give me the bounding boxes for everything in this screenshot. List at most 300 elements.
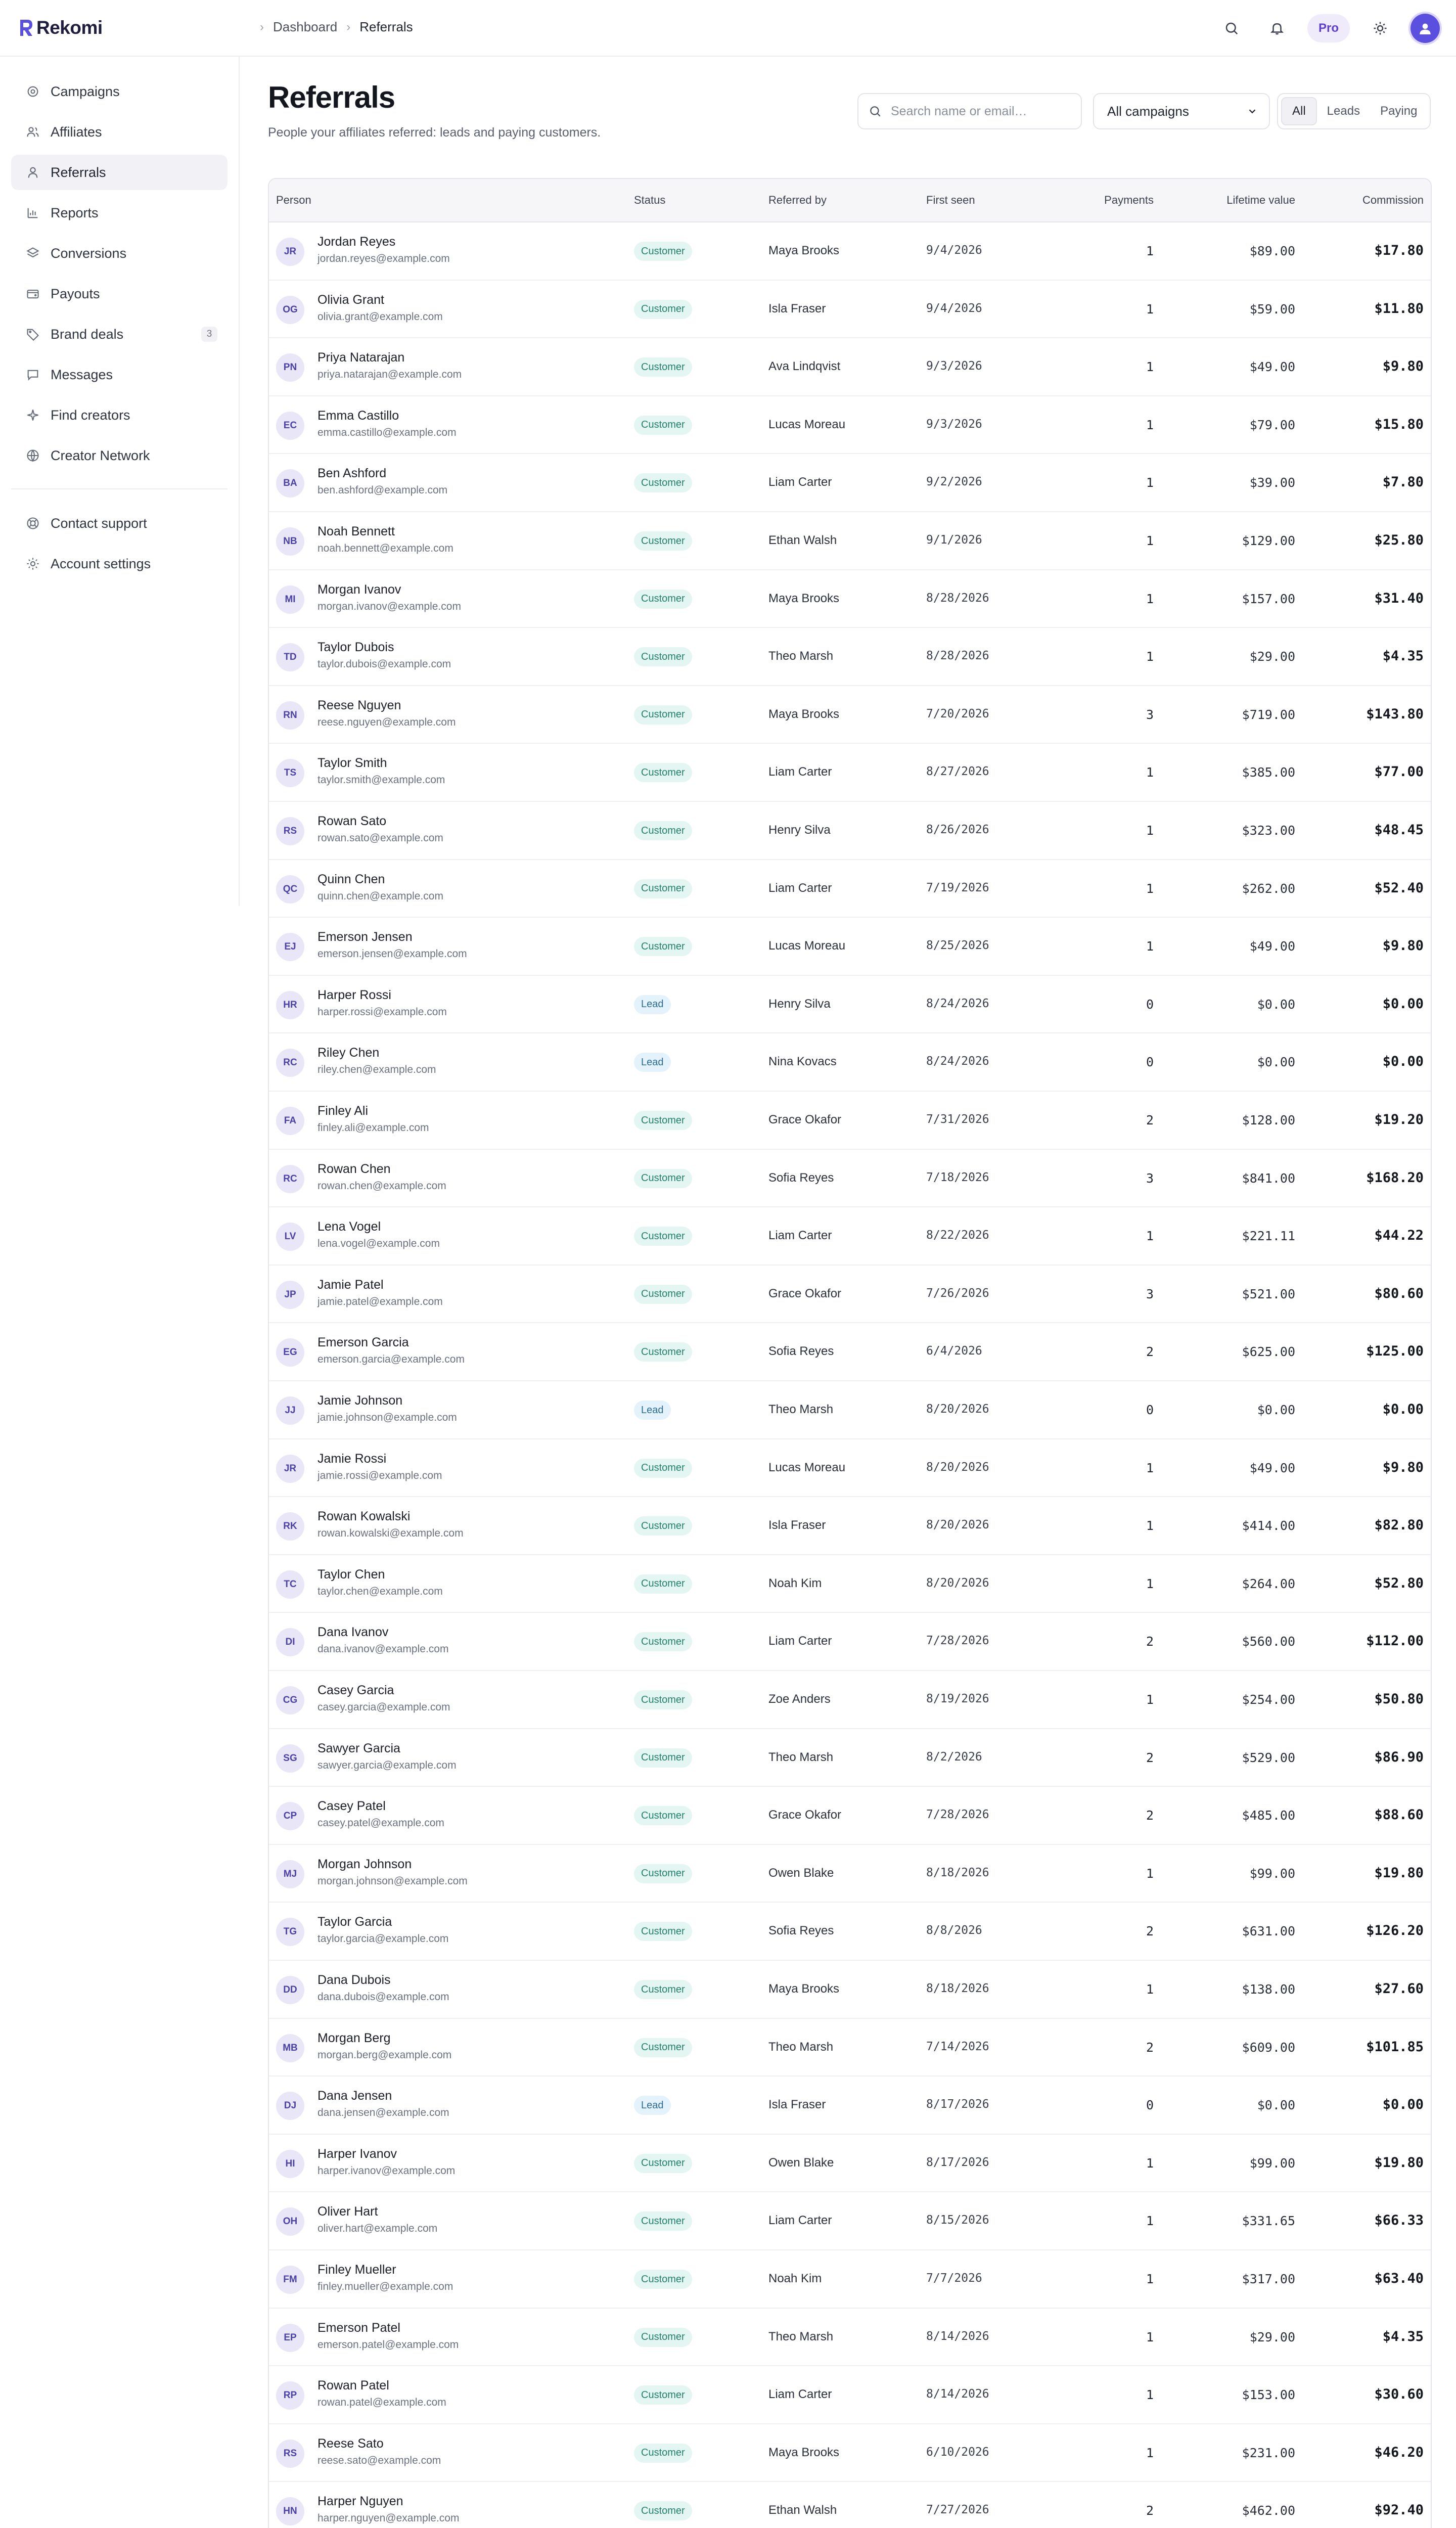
person-email: rowan.patel@example.com bbox=[317, 2397, 446, 2409]
first-seen-date: 8/8/2026 bbox=[926, 1924, 982, 1937]
column-commission[interactable]: Commission bbox=[1362, 194, 1424, 206]
first-seen-date: 6/10/2026 bbox=[926, 2445, 989, 2459]
referred-by: Liam Carter bbox=[768, 765, 832, 779]
payments-count: 1 bbox=[1146, 939, 1154, 954]
person-name: Taylor Chen bbox=[317, 1567, 385, 1582]
sidebar-item-brand-deals[interactable] bbox=[11, 317, 228, 352]
sidebar-item-conversions[interactable] bbox=[11, 236, 228, 271]
target-icon bbox=[25, 84, 40, 99]
status-badge: Customer bbox=[634, 1864, 692, 1883]
payments-count: 1 bbox=[1146, 244, 1154, 258]
status-badge: Customer bbox=[634, 1516, 692, 1536]
person-name: Taylor Garcia bbox=[317, 1915, 392, 1929]
sidebar-item-label: Reports bbox=[51, 205, 99, 220]
payments-count: 1 bbox=[1146, 649, 1154, 664]
lifetime-value: $841.00 bbox=[1242, 1170, 1295, 1186]
sidebar-item-label: Conversions bbox=[51, 245, 127, 261]
person-email: taylor.smith@example.com bbox=[317, 774, 445, 786]
commission-amount: $125.00 bbox=[1366, 1343, 1424, 1360]
segment-leads[interactable]: Leads bbox=[1327, 104, 1360, 118]
lifetime-value: $39.00 bbox=[1249, 475, 1295, 490]
person-email: reese.sato@example.com bbox=[317, 2454, 441, 2466]
commission-amount: $92.40 bbox=[1374, 2502, 1424, 2518]
lifetime-value: $609.00 bbox=[1242, 2040, 1295, 2055]
sidebar-item-label: Referrals bbox=[51, 164, 106, 180]
person-name: Quinn Chen bbox=[317, 872, 385, 886]
commission-amount: $77.00 bbox=[1374, 764, 1424, 780]
avatar: RS bbox=[276, 2440, 304, 2468]
person-name: Harper Nguyen bbox=[317, 2494, 403, 2509]
search-icon bbox=[869, 105, 882, 118]
table-row[interactable] bbox=[269, 570, 1431, 628]
referred-by: Sofia Reyes bbox=[768, 1924, 834, 1938]
first-seen-date: 8/28/2026 bbox=[926, 591, 989, 605]
page-subtitle: People your affiliates referred: leads and paying customers. bbox=[268, 125, 601, 140]
person-email: harper.nguyen@example.com bbox=[317, 2512, 460, 2524]
breadcrumb bbox=[260, 19, 413, 35]
payments-count: 1 bbox=[1146, 2214, 1154, 2229]
payments-count: 1 bbox=[1146, 591, 1154, 606]
payments-count: 1 bbox=[1146, 2329, 1154, 2344]
person-name: Emma Castillo bbox=[317, 408, 399, 423]
first-seen-date: 9/4/2026 bbox=[926, 244, 982, 257]
lifetime-value: $0.00 bbox=[1257, 997, 1295, 1012]
first-seen-date: 9/2/2026 bbox=[926, 475, 982, 489]
table-row[interactable] bbox=[269, 2250, 1431, 2309]
first-seen-date: 9/1/2026 bbox=[926, 533, 982, 547]
sidebar-item-referrals[interactable] bbox=[11, 155, 228, 190]
campaign-select[interactable] bbox=[1093, 93, 1270, 129]
payments-count: 1 bbox=[1146, 475, 1154, 490]
person-name: Taylor Smith bbox=[317, 756, 387, 771]
person-email: dana.dubois@example.com bbox=[317, 1991, 449, 2003]
commission-amount: $66.33 bbox=[1374, 2213, 1424, 2229]
person-email: harper.ivanov@example.com bbox=[317, 2164, 456, 2177]
payments-count: 0 bbox=[1146, 1055, 1154, 1070]
person-name: Reese Sato bbox=[317, 2436, 384, 2451]
column-payments[interactable]: Payments bbox=[1104, 194, 1154, 206]
table-row[interactable] bbox=[269, 918, 1431, 976]
person-name: Morgan Ivanov bbox=[317, 582, 401, 597]
bell-icon bbox=[1269, 21, 1285, 36]
table-row[interactable] bbox=[269, 222, 1431, 281]
person-email: taylor.dubois@example.com bbox=[317, 658, 451, 670]
table-row[interactable] bbox=[269, 281, 1431, 339]
sidebar-item-payouts[interactable] bbox=[11, 276, 228, 311]
payments-count: 1 bbox=[1146, 1576, 1154, 1591]
first-seen-date: 8/15/2026 bbox=[926, 2214, 989, 2227]
first-seen-date: 8/19/2026 bbox=[926, 1692, 989, 1705]
person-name: Sawyer Garcia bbox=[317, 1741, 400, 1755]
table-row[interactable] bbox=[269, 396, 1431, 455]
sidebar-item-reports[interactable] bbox=[11, 195, 228, 231]
table-row[interactable] bbox=[269, 860, 1431, 918]
lifetime-value: $89.00 bbox=[1249, 244, 1295, 258]
first-seen-date: 7/19/2026 bbox=[926, 881, 989, 894]
person-name: Emerson Patel bbox=[317, 2320, 400, 2335]
breadcrumb-dashboard[interactable]: Dashboard bbox=[273, 19, 338, 34]
table-row[interactable] bbox=[269, 2309, 1431, 2367]
first-seen-date: 8/28/2026 bbox=[926, 649, 989, 663]
lifetime-value: $521.00 bbox=[1242, 1286, 1295, 1301]
table-row[interactable] bbox=[269, 2424, 1431, 2482]
commission-amount: $11.80 bbox=[1374, 300, 1424, 317]
referred-by: Isla Fraser bbox=[768, 2098, 826, 2112]
lifetime-value: $0.00 bbox=[1257, 1403, 1295, 1417]
referred-by: Isla Fraser bbox=[768, 1518, 826, 1532]
person-email: emerson.jensen@example.com bbox=[317, 948, 467, 960]
person-email: morgan.ivanov@example.com bbox=[317, 600, 461, 612]
table-row[interactable] bbox=[269, 1207, 1431, 1266]
commission-amount: $9.80 bbox=[1382, 938, 1424, 954]
table-row[interactable] bbox=[269, 744, 1431, 802]
tag-icon bbox=[25, 327, 40, 342]
status-badge: Customer bbox=[634, 879, 692, 898]
user-icon bbox=[1417, 20, 1433, 36]
referred-by: Theo Marsh bbox=[768, 2040, 834, 2054]
status-badge: Customer bbox=[634, 705, 692, 725]
table-row[interactable] bbox=[269, 1150, 1431, 1208]
user-icon bbox=[25, 165, 40, 180]
table-row[interactable] bbox=[269, 1613, 1431, 1671]
person-name: Rowan Sato bbox=[317, 814, 387, 828]
referred-by: Maya Brooks bbox=[768, 244, 840, 257]
lifetime-value: $323.00 bbox=[1242, 823, 1295, 838]
table-row[interactable] bbox=[269, 1903, 1431, 1961]
first-seen-date: 9/3/2026 bbox=[926, 359, 982, 373]
gear-icon bbox=[25, 556, 40, 571]
commission-amount: $19.80 bbox=[1374, 1865, 1424, 1881]
payments-count: 1 bbox=[1146, 1518, 1154, 1533]
column-person[interactable]: Person bbox=[276, 194, 311, 206]
table-row[interactable] bbox=[269, 1323, 1431, 1381]
referred-by: Lucas Moreau bbox=[768, 1460, 846, 1474]
commission-amount: $52.80 bbox=[1374, 1575, 1424, 1591]
top-bar bbox=[0, 0, 1456, 57]
column-referred-by[interactable]: Referred by bbox=[768, 194, 827, 206]
person-name: Rowan Kowalski bbox=[317, 1509, 411, 1524]
payments-count: 2 bbox=[1146, 1750, 1154, 1765]
person-name: Priya Natarajan bbox=[317, 350, 405, 365]
commission-amount: $0.00 bbox=[1382, 1054, 1424, 1070]
table-row[interactable] bbox=[269, 976, 1431, 1034]
commission-amount: $31.40 bbox=[1374, 590, 1424, 606]
pro-badge[interactable]: Pro bbox=[1307, 14, 1350, 42]
lifetime-value: $331.65 bbox=[1242, 2214, 1295, 2229]
commission-amount: $19.80 bbox=[1374, 2154, 1424, 2171]
users-icon bbox=[25, 124, 40, 140]
commission-amount: $143.80 bbox=[1366, 706, 1424, 722]
avatar: LV bbox=[276, 1223, 304, 1251]
notifications-button[interactable] bbox=[1262, 13, 1292, 43]
avatar: DI bbox=[276, 1628, 304, 1656]
table-row[interactable] bbox=[269, 2076, 1431, 2135]
referred-by: Owen Blake bbox=[768, 2155, 834, 2170]
status-badge: Customer bbox=[634, 763, 692, 782]
commission-amount: $9.80 bbox=[1382, 1459, 1424, 1475]
referred-by: Theo Marsh bbox=[768, 2329, 834, 2343]
referred-by: Theo Marsh bbox=[768, 649, 834, 663]
status-badge: Customer bbox=[634, 2038, 692, 2057]
sidebar-divider bbox=[11, 488, 228, 489]
avatar: EG bbox=[276, 1338, 304, 1367]
table-row[interactable] bbox=[269, 1729, 1431, 1787]
referred-by: Liam Carter bbox=[768, 1229, 832, 1243]
commission-amount: $4.35 bbox=[1382, 648, 1424, 664]
table-row[interactable] bbox=[269, 686, 1431, 744]
chevron-right-icon: › bbox=[346, 20, 351, 34]
commission-amount: $46.20 bbox=[1374, 2444, 1424, 2460]
column-lifetime-value[interactable]: Lifetime value bbox=[1226, 194, 1295, 206]
status-badge: Customer bbox=[634, 590, 692, 609]
column-status[interactable]: Status bbox=[634, 194, 666, 206]
person-email: emerson.patel@example.com bbox=[317, 2338, 459, 2351]
lifetime-value: $29.00 bbox=[1249, 649, 1295, 664]
first-seen-date: 9/4/2026 bbox=[926, 301, 982, 315]
first-seen-date: 7/28/2026 bbox=[926, 1634, 989, 1648]
lifetime-value: $0.00 bbox=[1257, 1055, 1295, 1070]
sidebar-item-affiliates[interactable] bbox=[11, 114, 228, 150]
message-icon bbox=[25, 367, 40, 382]
lifetime-value: $153.00 bbox=[1242, 2387, 1295, 2403]
page-title: Referrals bbox=[268, 80, 395, 114]
first-seen-date: 8/20/2026 bbox=[926, 1403, 989, 1416]
status-badge: Customer bbox=[634, 2385, 692, 2405]
first-seen-date: 8/18/2026 bbox=[926, 1866, 989, 1879]
commission-amount: $7.80 bbox=[1382, 474, 1424, 490]
payments-count: 1 bbox=[1146, 533, 1154, 548]
commission-amount: $27.60 bbox=[1374, 1981, 1424, 1997]
search-box[interactable] bbox=[857, 93, 1082, 129]
avatar: SG bbox=[276, 1744, 304, 1773]
table-row[interactable] bbox=[269, 1266, 1431, 1324]
first-seen-date: 7/7/2026 bbox=[926, 2272, 982, 2285]
avatar: EC bbox=[276, 412, 304, 440]
person-name: Dana Dubois bbox=[317, 1973, 391, 1987]
lifetime-value: $221.11 bbox=[1242, 1229, 1295, 1244]
search-icon bbox=[1224, 21, 1239, 36]
avatar: RC bbox=[276, 1165, 304, 1193]
sidebar-item-label: Find creators bbox=[51, 407, 130, 423]
status-badge: Customer bbox=[634, 2211, 692, 2231]
status-badge: Customer bbox=[634, 2270, 692, 2289]
table-row[interactable] bbox=[269, 2482, 1431, 2528]
theme-toggle-button[interactable] bbox=[1365, 13, 1395, 43]
first-seen-date: 8/17/2026 bbox=[926, 2155, 989, 2169]
first-seen-date: 8/18/2026 bbox=[926, 1982, 989, 1995]
person-email: jordan.reyes@example.com bbox=[317, 253, 450, 264]
person-email: olivia.grant@example.com bbox=[317, 310, 443, 323]
table-row[interactable] bbox=[269, 1961, 1431, 2019]
sidebar-item-messages[interactable] bbox=[11, 357, 228, 392]
table-row[interactable] bbox=[269, 1497, 1431, 1555]
avatar: PN bbox=[276, 353, 304, 382]
globe-icon bbox=[25, 448, 40, 463]
referrals-table bbox=[268, 178, 1432, 2528]
commission-amount: $0.00 bbox=[1382, 1402, 1424, 1417]
lifetime-value: $128.00 bbox=[1242, 1113, 1295, 1127]
person-email: lena.vogel@example.com bbox=[317, 1238, 440, 1250]
status-badge: Customer bbox=[634, 2444, 692, 2463]
payments-count: 1 bbox=[1146, 417, 1154, 432]
referred-by: Liam Carter bbox=[768, 2387, 832, 2402]
lifetime-value: $254.00 bbox=[1242, 1692, 1295, 1707]
wallet-icon bbox=[25, 286, 40, 301]
payments-count: 2 bbox=[1146, 2040, 1154, 2055]
commission-amount: $63.40 bbox=[1374, 2271, 1424, 2286]
payments-count: 1 bbox=[1146, 1229, 1154, 1244]
commission-amount: $15.80 bbox=[1374, 416, 1424, 432]
lifetime-value: $485.00 bbox=[1242, 1808, 1295, 1823]
layers-icon bbox=[25, 246, 40, 261]
avatar: HN bbox=[276, 2497, 304, 2525]
person-name: Jordan Reyes bbox=[317, 235, 396, 249]
commission-amount: $19.20 bbox=[1374, 1112, 1424, 1127]
first-seen-date: 7/28/2026 bbox=[926, 1808, 989, 1822]
table-row[interactable] bbox=[269, 1555, 1431, 1613]
referred-by: Ava Lindqvist bbox=[768, 359, 841, 374]
person-name: Oliver Hart bbox=[317, 2204, 378, 2219]
lifetime-value: $462.00 bbox=[1242, 2503, 1295, 2518]
referred-by: Liam Carter bbox=[768, 1634, 832, 1648]
person-name: Harper Ivanov bbox=[317, 2146, 397, 2161]
sidebar-item-account-settings[interactable] bbox=[11, 546, 228, 581]
table-row[interactable] bbox=[269, 1439, 1431, 1498]
segment-paying[interactable]: Paying bbox=[1380, 104, 1418, 118]
person-email: dana.jensen@example.com bbox=[317, 2107, 449, 2119]
person-email: jamie.patel@example.com bbox=[317, 1295, 443, 1307]
column-first-seen[interactable]: First seen bbox=[926, 194, 975, 206]
status-badge: Customer bbox=[634, 473, 692, 492]
referred-by: Grace Okafor bbox=[768, 1286, 842, 1300]
sidebar-item-count: 3 bbox=[201, 327, 217, 342]
person-name: Emerson Garcia bbox=[317, 1335, 409, 1350]
sidebar-item-find-creators[interactable] bbox=[11, 397, 228, 433]
sidebar-item-contact-support[interactable] bbox=[11, 506, 228, 541]
payments-count: 1 bbox=[1146, 1866, 1154, 1881]
status-badge: Lead bbox=[634, 1053, 671, 1072]
sidebar-item-campaigns[interactable] bbox=[11, 74, 228, 109]
table-row[interactable] bbox=[269, 1671, 1431, 1729]
chevron-right-icon: › bbox=[260, 20, 264, 34]
table-row[interactable] bbox=[269, 802, 1431, 860]
avatar: JR bbox=[276, 1455, 304, 1483]
payments-count: 2 bbox=[1146, 1344, 1154, 1360]
person-name: Morgan Berg bbox=[317, 2030, 391, 2045]
status-badge: Customer bbox=[634, 1285, 692, 1304]
table-row[interactable] bbox=[269, 1033, 1431, 1092]
payments-count: 1 bbox=[1146, 881, 1154, 896]
first-seen-date: 8/22/2026 bbox=[926, 1229, 989, 1242]
referred-by: Maya Brooks bbox=[768, 707, 840, 721]
avatar: RP bbox=[276, 2381, 304, 2410]
table-row[interactable] bbox=[269, 1787, 1431, 1845]
breadcrumb-referrals: Referrals bbox=[359, 19, 413, 34]
app-logo[interactable] bbox=[17, 17, 103, 38]
payments-count: 0 bbox=[1146, 1403, 1154, 1417]
payments-count: 2 bbox=[1146, 1924, 1154, 1939]
lifetime-value: $157.00 bbox=[1242, 591, 1295, 606]
status-segmented-control bbox=[1277, 93, 1431, 129]
lifetime-value: $49.00 bbox=[1249, 939, 1295, 954]
payments-count: 2 bbox=[1146, 1808, 1154, 1823]
first-seen-date: 7/14/2026 bbox=[926, 2040, 989, 2053]
referred-by: Sofia Reyes bbox=[768, 1344, 834, 1359]
payments-count: 1 bbox=[1146, 1982, 1154, 1997]
search-input[interactable] bbox=[890, 104, 1072, 119]
referred-by: Liam Carter bbox=[768, 475, 832, 489]
app-name: Rekomi bbox=[36, 17, 103, 38]
person-email: taylor.chen@example.com bbox=[317, 1585, 443, 1597]
table-row[interactable] bbox=[269, 1381, 1431, 1439]
avatar: FA bbox=[276, 1107, 304, 1135]
table-row[interactable] bbox=[269, 2019, 1431, 2077]
commission-amount: $25.80 bbox=[1374, 532, 1424, 548]
referred-by: Grace Okafor bbox=[768, 1113, 842, 1126]
lifetime-value: $317.00 bbox=[1242, 2272, 1295, 2286]
person-email: jamie.rossi@example.com bbox=[317, 1469, 442, 1481]
table-row[interactable] bbox=[269, 2366, 1431, 2424]
chart-icon bbox=[25, 205, 40, 220]
sidebar-item-creator-network[interactable] bbox=[11, 438, 228, 473]
status-badge: Customer bbox=[634, 1922, 692, 1941]
lifetime-value: $719.00 bbox=[1242, 707, 1295, 722]
first-seen-date: 8/25/2026 bbox=[926, 939, 989, 953]
person-email: rowan.kowalski@example.com bbox=[317, 1527, 464, 1540]
table-row[interactable] bbox=[269, 338, 1431, 396]
person-name: Rowan Chen bbox=[317, 1161, 391, 1176]
person-email: reese.nguyen@example.com bbox=[317, 716, 456, 728]
payments-count: 1 bbox=[1146, 1692, 1154, 1707]
person-name: Taylor Dubois bbox=[317, 640, 394, 655]
payments-count: 2 bbox=[1146, 1634, 1154, 1649]
commission-amount: $101.85 bbox=[1366, 2039, 1424, 2055]
referred-by: Ethan Walsh bbox=[768, 533, 837, 547]
table-row[interactable] bbox=[269, 2192, 1431, 2250]
referred-by: Henry Silva bbox=[768, 997, 831, 1011]
status-badge: Customer bbox=[634, 2501, 692, 2520]
sidebar-item-label: Affiliates bbox=[51, 124, 102, 140]
table-row[interactable] bbox=[269, 2135, 1431, 2193]
table-row[interactable] bbox=[269, 454, 1431, 512]
person-email: harper.rossi@example.com bbox=[317, 1006, 447, 1018]
user-avatar[interactable] bbox=[1410, 14, 1440, 43]
table-row[interactable] bbox=[269, 628, 1431, 686]
commission-amount: $126.20 bbox=[1366, 1923, 1424, 1939]
person-email: rowan.chen@example.com bbox=[317, 1180, 446, 1192]
search-button[interactable] bbox=[1216, 13, 1247, 43]
table-row[interactable] bbox=[269, 1092, 1431, 1150]
segment-all[interactable]: All bbox=[1281, 97, 1317, 125]
status-badge: Customer bbox=[634, 821, 692, 840]
table-row[interactable] bbox=[269, 512, 1431, 570]
table-row[interactable] bbox=[269, 1845, 1431, 1903]
status-badge: Customer bbox=[634, 1632, 692, 1651]
status-badge: Lead bbox=[634, 1401, 671, 1420]
referred-by: Liam Carter bbox=[768, 2214, 832, 2228]
person-email: noah.bennett@example.com bbox=[317, 543, 453, 554]
person-name: Dana Ivanov bbox=[317, 1625, 389, 1640]
avatar: EJ bbox=[276, 933, 304, 961]
avatar: FM bbox=[276, 2266, 304, 2294]
lifetime-value: $138.00 bbox=[1242, 1982, 1295, 1997]
person-name: Jamie Johnson bbox=[317, 1393, 403, 1408]
avatar: DD bbox=[276, 1976, 304, 2004]
avatar: HR bbox=[276, 991, 304, 1019]
payments-count: 1 bbox=[1146, 765, 1154, 780]
lifetime-value: $29.00 bbox=[1249, 2329, 1295, 2344]
person-name: Finley Mueller bbox=[317, 2263, 396, 2277]
